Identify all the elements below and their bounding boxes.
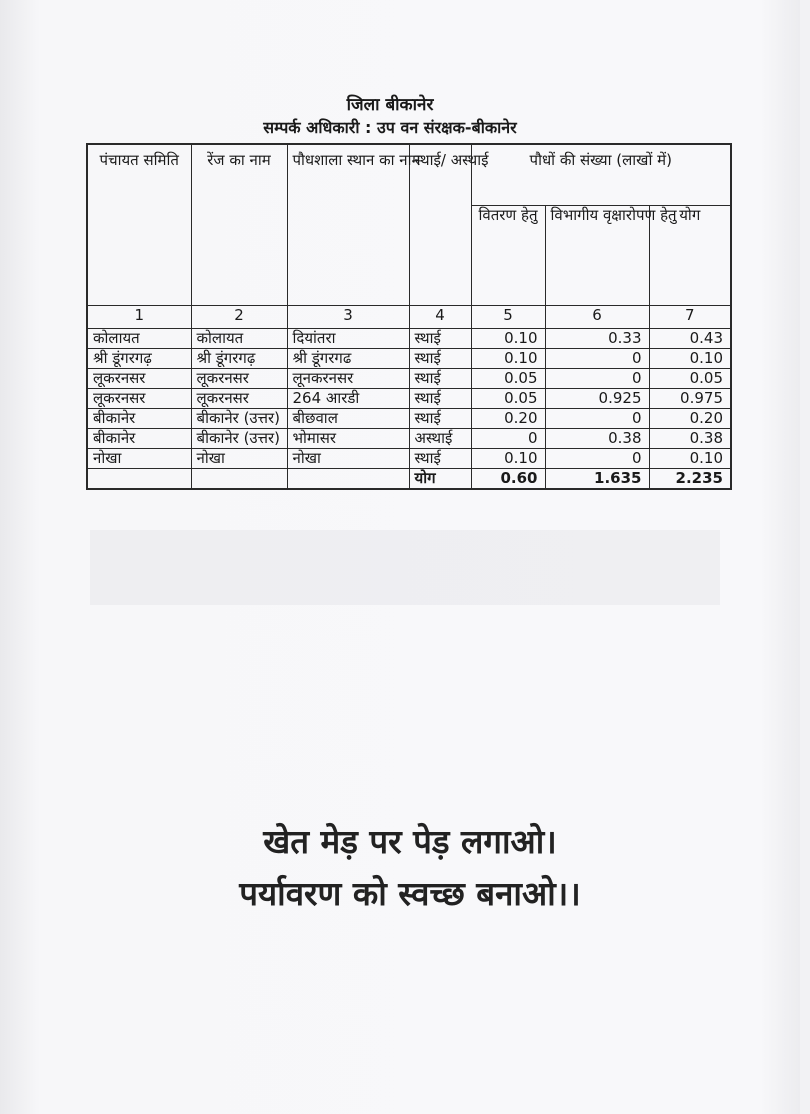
nursery-cell: नोखा xyxy=(287,449,409,469)
distribution-cell: 0.05 xyxy=(471,389,545,409)
total-cell: 0.10 xyxy=(649,349,731,369)
total-departmental: 1.635 xyxy=(545,469,649,490)
table-row xyxy=(87,409,731,429)
nursery-cell: 264 आरडी xyxy=(287,389,409,409)
range-cell: श्री डूंगरगढ़ xyxy=(191,349,287,369)
distribution-cell: 0 xyxy=(471,429,545,449)
table-row xyxy=(87,369,731,389)
departmental-cell: 0 xyxy=(545,409,649,429)
table-row xyxy=(87,429,731,449)
bleed-through-shadow xyxy=(90,530,720,605)
district-title: जिला बीकानेर xyxy=(346,95,434,115)
total-cell xyxy=(87,469,191,490)
header-panchayat: पंचायत समिति xyxy=(87,144,191,306)
nursery-cell: दियांतरा xyxy=(287,329,409,349)
panchayat-cell: बीकानेर xyxy=(87,409,191,429)
panchayat-cell: लूकरनसर xyxy=(87,369,191,389)
total-cell: 0.43 xyxy=(649,329,731,349)
header-range: रेंज का नाम xyxy=(191,144,287,306)
total-cell: 0.05 xyxy=(649,369,731,389)
range-cell: बीकानेर (उत्तर) xyxy=(191,429,287,449)
departmental-cell: 0 xyxy=(545,449,649,469)
header-row xyxy=(87,144,731,205)
nursery-table xyxy=(86,143,732,490)
status-cell: अस्थाई xyxy=(409,429,471,449)
status-cell: स्थाई xyxy=(409,449,471,469)
departmental-cell: 0.33 xyxy=(545,329,649,349)
status-cell: स्थाई xyxy=(409,369,471,389)
header-distribution: वितरण हेतु xyxy=(471,205,545,305)
nursery-cell: बीछवाल xyxy=(287,409,409,429)
col-number: 3 xyxy=(287,306,409,329)
range-cell: नोखा xyxy=(191,449,287,469)
range-cell: लूकरनसर xyxy=(191,389,287,409)
distribution-cell: 0.10 xyxy=(471,349,545,369)
total-cell xyxy=(287,469,409,490)
header-nursery: पौधशाला स्थान का नाम xyxy=(287,144,409,306)
total-distribution: 0.60 xyxy=(471,469,545,490)
departmental-cell: 0 xyxy=(545,349,649,369)
total-cell: 0.10 xyxy=(649,449,731,469)
slogan-line-2: पर्यावरण को स्वच्छ बनाओ।। xyxy=(239,874,581,913)
header-total: योग xyxy=(649,205,731,305)
range-cell: बीकानेर (उत्तर) xyxy=(191,409,287,429)
distribution-cell: 0.10 xyxy=(471,449,545,469)
distribution-cell: 0.10 xyxy=(471,329,545,349)
header-status: स्थाई/ अस्थाई xyxy=(409,144,471,306)
panchayat-cell: नोखा xyxy=(87,449,191,469)
total-grand: 2.235 xyxy=(649,469,731,490)
col-number: 4 xyxy=(409,306,471,329)
total-row xyxy=(87,469,731,490)
panchayat-cell: कोलायत xyxy=(87,329,191,349)
total-cell: 0.20 xyxy=(649,409,731,429)
table-row xyxy=(87,329,731,349)
total-cell: 0.38 xyxy=(649,429,731,449)
header-departmental: विभागीय वृक्षारोपण हेतु xyxy=(545,205,649,305)
col-number: 5 xyxy=(471,306,545,329)
total-label: योग xyxy=(409,469,471,490)
status-cell: स्थाई xyxy=(409,349,471,369)
departmental-cell: 0.38 xyxy=(545,429,649,449)
nursery-cell: श्री डूंगरगढ xyxy=(287,349,409,369)
table-row xyxy=(87,449,731,469)
col-number: 2 xyxy=(191,306,287,329)
distribution-cell: 0.20 xyxy=(471,409,545,429)
col-number: 1 xyxy=(87,306,191,329)
total-cell xyxy=(191,469,287,490)
col-number: 6 xyxy=(545,306,649,329)
nursery-cell: भोमासर xyxy=(287,429,409,449)
distribution-cell: 0.05 xyxy=(471,369,545,389)
panchayat-cell: बीकानेर xyxy=(87,429,191,449)
range-cell: लूकरनसर xyxy=(191,369,287,389)
total-cell: 0.975 xyxy=(649,389,731,409)
panchayat-cell: लूकरनसर xyxy=(87,389,191,409)
departmental-cell: 0 xyxy=(545,369,649,389)
status-cell: स्थाई xyxy=(409,389,471,409)
col-number: 7 xyxy=(649,306,731,329)
table-row xyxy=(87,389,731,409)
status-cell: स्थाई xyxy=(409,409,471,429)
panchayat-cell: श्री डूंगरगढ़ xyxy=(87,349,191,369)
nursery-cell: लूनकरनसर xyxy=(287,369,409,389)
table-row xyxy=(87,349,731,369)
header-plants: पौधों की संख्या (लाखों में) xyxy=(471,144,731,205)
range-cell: कोलायत xyxy=(191,329,287,349)
contact-officer: सम्पर्क अधिकारी : उप वन संरक्षक-बीकानेर xyxy=(263,118,517,137)
status-cell: स्थाई xyxy=(409,329,471,349)
slogan-line-1: खेत मेड़ पर पेड़ लगाओ। xyxy=(263,822,557,861)
departmental-cell: 0.925 xyxy=(545,389,649,409)
column-number-row xyxy=(87,306,731,329)
